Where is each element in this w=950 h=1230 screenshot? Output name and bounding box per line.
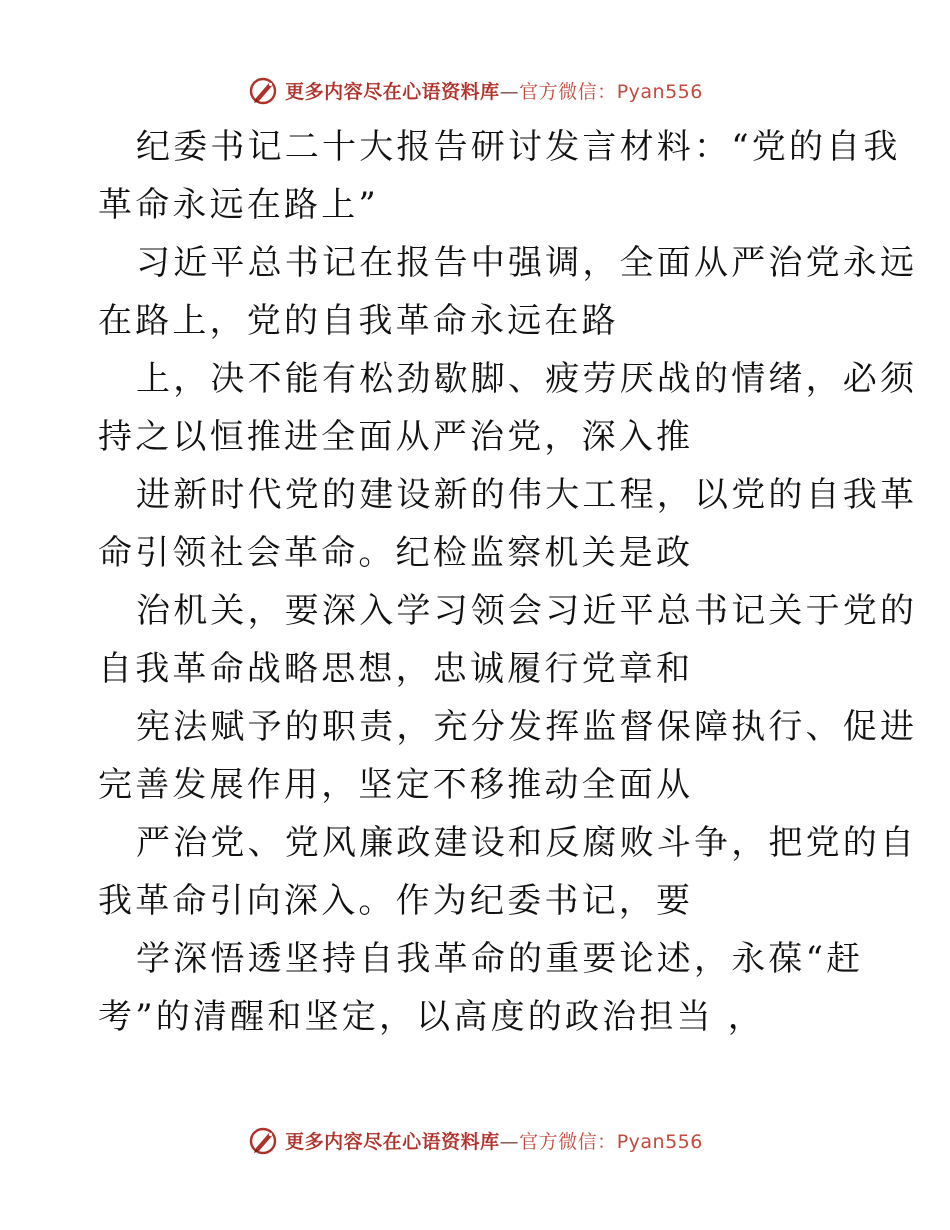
paragraph [98,814,918,930]
header-banner-text [285,77,703,104]
header-brand-text: 更多内容尽在心语资料库 [285,80,500,103]
footer-brand-text: 更多内容尽在心语资料库 [285,1130,500,1153]
paragraph-line: 完善发展作用，坚定不移推动全面从 [98,765,694,805]
paragraph-line: 学深悟透坚持自我革命的重要论述，永葆“赶 [136,939,864,979]
paragraph [98,350,918,466]
paragraph [98,118,901,234]
paragraph-line: 持之以恒推进全面从严治党，深入推 [98,417,694,457]
paragraph-line: 考”的清醒和坚定，以高度的政治担当 ， [98,997,765,1037]
footer-wechat-label: 官方微信： [519,1130,617,1153]
paragraph-line: 纪委书记二十大报告研讨发言材料：“党的自我 [136,127,901,167]
paragraph-line: 自我革命战略思想，忠诚履行党章和 [98,649,694,689]
paragraph-line: 习近平总书记在报告中强调，全面从严治党永远 [136,243,918,283]
paragraph-line: 我革命引向深入。作为纪委书记，要 [98,881,694,921]
header-watermark-banner [0,70,950,110]
paragraph-line: 进新时代党的建设新的伟大工程，以党的自我革 [136,475,918,515]
document-body [98,118,918,1046]
paragraph-line: 宪法赋予的职责，充分发挥监督保障执行、促进 [136,707,918,747]
paragraph-line: 严治党、党风廉政建设和反腐败斗争，把党的自 [136,823,918,863]
paragraph [98,466,918,582]
paragraph-line: 在路上，党的自我革命永远在路 [98,301,619,341]
footer-watermark-banner [0,1120,950,1160]
paragraph-line: 命引领社会革命。纪检监察机关是政 [98,533,694,573]
pen-logo-icon [247,74,279,106]
footer-banner-text [285,1127,703,1154]
paragraph [98,234,918,350]
paragraph-line: 革命永远在路上” [98,185,379,225]
footer-wechat-id: Pyan556 [616,1130,703,1153]
paragraph [98,698,918,814]
paragraph [98,582,918,698]
header-wechat-id: Pyan556 [616,80,703,103]
paragraph-line: 上，决不能有松劲歇脚、疲劳厌战的情绪，必须 [136,359,918,399]
header-wechat-label: 官方微信： [519,80,617,103]
pen-logo-icon [247,1124,279,1156]
footer-separator: — [499,1130,520,1153]
paragraph [98,930,864,1046]
paragraph-line: 治机关，要深入学习领会习近平总书记关于党的 [136,591,918,631]
header-separator: — [499,80,520,103]
